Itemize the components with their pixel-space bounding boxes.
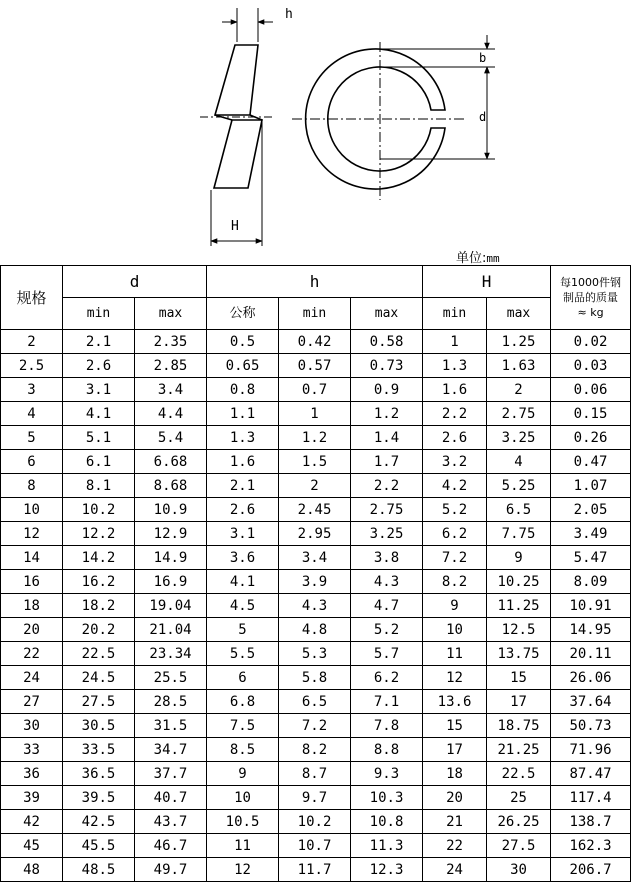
table-cell: 5.1 [63, 426, 135, 450]
table-cell: 1.7 [351, 450, 423, 474]
table-cell: 0.8 [207, 378, 279, 402]
table-cell: 0.02 [551, 330, 631, 354]
table-cell: 26.25 [487, 810, 551, 834]
table-cell: 162.3 [551, 834, 631, 858]
table-cell: 20 [1, 618, 63, 642]
table-cell: 10 [207, 786, 279, 810]
table-cell: 1.3 [207, 426, 279, 450]
table-cell: 2.95 [279, 522, 351, 546]
table-row [1, 498, 631, 522]
table-cell: 8.1 [63, 474, 135, 498]
table-cell: 7.8 [351, 714, 423, 738]
table-cell: 0.65 [207, 354, 279, 378]
table-cell: 30.5 [63, 714, 135, 738]
table-cell: 2.5 [1, 354, 63, 378]
table-cell: 6.2 [423, 522, 487, 546]
table-cell: 10.2 [63, 498, 135, 522]
table-cell: 8.5 [207, 738, 279, 762]
table-cell: 7.2 [279, 714, 351, 738]
header-d-min: min [63, 298, 135, 330]
table-cell: 7.75 [487, 522, 551, 546]
table-cell: 2 [1, 330, 63, 354]
table-row [1, 762, 631, 786]
table-cell: 4.5 [207, 594, 279, 618]
header-h-min: min [279, 298, 351, 330]
unit-label [456, 247, 500, 266]
table-cell: 1.1 [207, 402, 279, 426]
table-cell: 4 [487, 450, 551, 474]
table-cell: 4.3 [351, 570, 423, 594]
table-cell: 2.2 [351, 474, 423, 498]
table-cell: 48.5 [63, 858, 135, 882]
table-cell: 3.6 [207, 546, 279, 570]
table-cell: 37.7 [135, 762, 207, 786]
table-cell: 10.91 [551, 594, 631, 618]
table-cell: 10.9 [135, 498, 207, 522]
table-cell: 39 [1, 786, 63, 810]
table-cell: 12 [1, 522, 63, 546]
table-cell: 6.8 [207, 690, 279, 714]
table-cell: 46.7 [135, 834, 207, 858]
table-cell: 87.47 [551, 762, 631, 786]
table-cell: 16.9 [135, 570, 207, 594]
table-cell: 1.3 [423, 354, 487, 378]
header-mass [551, 266, 631, 330]
table-cell: 3.4 [279, 546, 351, 570]
table-cell: 1.2 [279, 426, 351, 450]
table-row [1, 594, 631, 618]
table-cell: 5.2 [351, 618, 423, 642]
table-cell: 4.4 [135, 402, 207, 426]
table-cell: 24 [423, 858, 487, 882]
table-cell: 5.7 [351, 642, 423, 666]
table-cell: 3 [1, 378, 63, 402]
table-cell: 16 [1, 570, 63, 594]
table-cell: 17 [423, 738, 487, 762]
header-mass-line1: 每1000件钢 [560, 276, 622, 289]
table-cell: 5.3 [279, 642, 351, 666]
table-cell: 50.73 [551, 714, 631, 738]
table-cell: 0.03 [551, 354, 631, 378]
table-cell: 6.5 [487, 498, 551, 522]
table-cell: 8 [1, 474, 63, 498]
table-cell: 5.2 [423, 498, 487, 522]
table-cell: 10 [423, 618, 487, 642]
table-row [1, 378, 631, 402]
table-cell: 27.5 [487, 834, 551, 858]
table-cell: 2.45 [279, 498, 351, 522]
table-cell: 3.49 [551, 522, 631, 546]
table-cell: 13.6 [423, 690, 487, 714]
table-cell: 7.5 [207, 714, 279, 738]
header-H-max: max [487, 298, 551, 330]
table-cell: 23.34 [135, 642, 207, 666]
header-group-d: d [63, 266, 207, 298]
table-row [1, 810, 631, 834]
spec-table-body [1, 330, 631, 882]
table-cell: 12.5 [487, 618, 551, 642]
table-cell: 2.6 [207, 498, 279, 522]
table-cell: 3.1 [63, 378, 135, 402]
table-row [1, 690, 631, 714]
table-cell: 0.58 [351, 330, 423, 354]
table-cell: 22.5 [487, 762, 551, 786]
table-cell: 2.6 [423, 426, 487, 450]
table-cell: 4.7 [351, 594, 423, 618]
header-h-max: max [351, 298, 423, 330]
table-cell: 22 [1, 642, 63, 666]
table-cell: 3.25 [487, 426, 551, 450]
table-cell: 43.7 [135, 810, 207, 834]
table-cell: 42 [1, 810, 63, 834]
header-group-h: h [207, 266, 423, 298]
unit-value: mm [486, 252, 500, 265]
table-cell: 1.25 [487, 330, 551, 354]
table-cell: 20.11 [551, 642, 631, 666]
table-cell: 8.8 [351, 738, 423, 762]
table-row [1, 546, 631, 570]
table-cell: 10 [1, 498, 63, 522]
table-cell: 30 [487, 858, 551, 882]
table-cell: 5.4 [135, 426, 207, 450]
table-cell: 14 [1, 546, 63, 570]
table-cell: 206.7 [551, 858, 631, 882]
header-mass-line3: ≈ kg [577, 306, 604, 319]
table-row [1, 786, 631, 810]
table-cell: 18.75 [487, 714, 551, 738]
table-row [1, 402, 631, 426]
table-cell: 2.1 [63, 330, 135, 354]
table-cell: 12 [423, 666, 487, 690]
table-cell: 1.6 [423, 378, 487, 402]
table-cell: 33 [1, 738, 63, 762]
header-mass-line2: 制品的质量 [563, 291, 619, 304]
table-row [1, 570, 631, 594]
table-cell: 48 [1, 858, 63, 882]
table-cell: 30 [1, 714, 63, 738]
table-cell: 11.3 [351, 834, 423, 858]
table-cell: 31.5 [135, 714, 207, 738]
table-cell: 36 [1, 762, 63, 786]
table-cell: 10.8 [351, 810, 423, 834]
table-cell: 0.5 [207, 330, 279, 354]
table-row [1, 714, 631, 738]
table-cell: 0.7 [279, 378, 351, 402]
table-cell: 1.5 [279, 450, 351, 474]
table-cell: 6 [1, 450, 63, 474]
table-cell: 18 [1, 594, 63, 618]
label-d: d [479, 110, 487, 124]
table-cell: 5.47 [551, 546, 631, 570]
table-cell: 1.6 [207, 450, 279, 474]
table-cell: 25 [487, 786, 551, 810]
table-cell: 4 [1, 402, 63, 426]
header-d-max: max [135, 298, 207, 330]
table-cell: 14.9 [135, 546, 207, 570]
table-cell: 45.5 [63, 834, 135, 858]
table-cell: 10.25 [487, 570, 551, 594]
table-cell: 40.7 [135, 786, 207, 810]
table-cell: 0.57 [279, 354, 351, 378]
table-cell: 6.5 [279, 690, 351, 714]
table-cell: 4.3 [279, 594, 351, 618]
table-cell: 0.47 [551, 450, 631, 474]
table-cell: 9 [207, 762, 279, 786]
label-h: h [285, 7, 293, 22]
table-cell: 11.25 [487, 594, 551, 618]
table-row [1, 522, 631, 546]
table-cell: 3.25 [351, 522, 423, 546]
spec-table [0, 265, 631, 882]
table-cell: 1.07 [551, 474, 631, 498]
table-cell: 6 [207, 666, 279, 690]
table-cell: 8.7 [279, 762, 351, 786]
table-cell: 7.2 [423, 546, 487, 570]
table-cell: 24.5 [63, 666, 135, 690]
table-cell: 16.2 [63, 570, 135, 594]
table-cell: 22.5 [63, 642, 135, 666]
table-row [1, 330, 631, 354]
table-cell: 3.8 [351, 546, 423, 570]
table-cell: 39.5 [63, 786, 135, 810]
table-cell: 0.15 [551, 402, 631, 426]
table-cell: 4.2 [423, 474, 487, 498]
table-cell: 5.25 [487, 474, 551, 498]
table-cell: 11 [207, 834, 279, 858]
table-cell: 1.63 [487, 354, 551, 378]
table-cell: 6.2 [351, 666, 423, 690]
table-cell: 45 [1, 834, 63, 858]
table-cell: 6.1 [63, 450, 135, 474]
table-cell: 12.9 [135, 522, 207, 546]
table-cell: 10.7 [279, 834, 351, 858]
table-cell: 3.1 [207, 522, 279, 546]
table-cell: 2.75 [351, 498, 423, 522]
table-cell: 3.2 [423, 450, 487, 474]
unit-label-text: 单位: [456, 251, 487, 266]
table-cell: 1 [279, 402, 351, 426]
table-cell: 71.96 [551, 738, 631, 762]
washer-top-view [292, 42, 465, 200]
label-H: H [231, 219, 239, 234]
table-cell: 20.2 [63, 618, 135, 642]
table-cell: 18.2 [63, 594, 135, 618]
table-cell: 2.1 [207, 474, 279, 498]
table-cell: 20 [423, 786, 487, 810]
table-cell: 1.4 [351, 426, 423, 450]
table-cell: 37.64 [551, 690, 631, 714]
table-cell: 26.06 [551, 666, 631, 690]
table-cell: 25.5 [135, 666, 207, 690]
table-row [1, 618, 631, 642]
table-cell: 11.7 [279, 858, 351, 882]
table-cell: 11 [423, 642, 487, 666]
table-cell: 4.1 [207, 570, 279, 594]
table-cell: 24 [1, 666, 63, 690]
table-cell: 10.5 [207, 810, 279, 834]
table-cell: 1.2 [351, 402, 423, 426]
table-cell: 3.9 [279, 570, 351, 594]
table-cell: 2.85 [135, 354, 207, 378]
table-cell: 6.68 [135, 450, 207, 474]
table-cell: 27 [1, 690, 63, 714]
table-cell: 7.1 [351, 690, 423, 714]
table-row [1, 834, 631, 858]
table-cell: 18 [423, 762, 487, 786]
table-cell: 3.4 [135, 378, 207, 402]
table-cell: 4.8 [279, 618, 351, 642]
table-cell: 5.5 [207, 642, 279, 666]
table-cell: 21.25 [487, 738, 551, 762]
header-h-nominal: 公称 [207, 298, 279, 330]
table-cell: 2 [279, 474, 351, 498]
table-cell: 12.2 [63, 522, 135, 546]
table-row [1, 666, 631, 690]
table-cell: 2.05 [551, 498, 631, 522]
table-cell: 0.42 [279, 330, 351, 354]
table-cell: 8.2 [279, 738, 351, 762]
table-cell: 15 [487, 666, 551, 690]
table-cell: 21.04 [135, 618, 207, 642]
table-cell: 2 [487, 378, 551, 402]
table-cell: 17 [487, 690, 551, 714]
header-H-min: min [423, 298, 487, 330]
table-cell: 0.06 [551, 378, 631, 402]
dimension-h [222, 8, 273, 42]
table-cell: 2.75 [487, 402, 551, 426]
table-cell: 12 [207, 858, 279, 882]
table-cell: 49.7 [135, 858, 207, 882]
table-cell: 33.5 [63, 738, 135, 762]
table-cell: 10.3 [351, 786, 423, 810]
table-cell: 10.2 [279, 810, 351, 834]
table-cell: 0.9 [351, 378, 423, 402]
table-row [1, 450, 631, 474]
table-cell: 0.73 [351, 354, 423, 378]
table-cell: 21 [423, 810, 487, 834]
table-cell: 117.4 [551, 786, 631, 810]
table-cell: 0.26 [551, 426, 631, 450]
table-cell: 4.1 [63, 402, 135, 426]
header-group-H: H [423, 266, 551, 298]
table-cell: 138.7 [551, 810, 631, 834]
table-row [1, 474, 631, 498]
table-row [1, 738, 631, 762]
table-cell: 28.5 [135, 690, 207, 714]
table-cell: 14.2 [63, 546, 135, 570]
table-cell: 8.2 [423, 570, 487, 594]
table-cell: 22 [423, 834, 487, 858]
table-row [1, 858, 631, 882]
table-row [1, 426, 631, 450]
table-cell: 5 [1, 426, 63, 450]
table-cell: 42.5 [63, 810, 135, 834]
table-cell: 14.95 [551, 618, 631, 642]
table-cell: 9 [423, 594, 487, 618]
table-cell: 5.8 [279, 666, 351, 690]
table-cell: 8.68 [135, 474, 207, 498]
table-row [1, 642, 631, 666]
table-cell: 13.75 [487, 642, 551, 666]
table-cell: 2.2 [423, 402, 487, 426]
table-cell: 27.5 [63, 690, 135, 714]
table-cell: 2.6 [63, 354, 135, 378]
table-cell: 15 [423, 714, 487, 738]
table-cell: 9.7 [279, 786, 351, 810]
table-cell: 1 [423, 330, 487, 354]
table-cell: 36.5 [63, 762, 135, 786]
label-b: b [479, 51, 487, 65]
washer-technical-drawing [0, 0, 632, 265]
table-cell: 8.09 [551, 570, 631, 594]
table-cell: 5 [207, 618, 279, 642]
table-cell: 19.04 [135, 594, 207, 618]
table-cell: 2.35 [135, 330, 207, 354]
washer-side-view [200, 45, 272, 188]
table-row [1, 354, 631, 378]
table-cell: 34.7 [135, 738, 207, 762]
table-cell: 9 [487, 546, 551, 570]
table-cell: 12.3 [351, 858, 423, 882]
header-spec: 规格 [1, 266, 63, 330]
table-cell: 9.3 [351, 762, 423, 786]
